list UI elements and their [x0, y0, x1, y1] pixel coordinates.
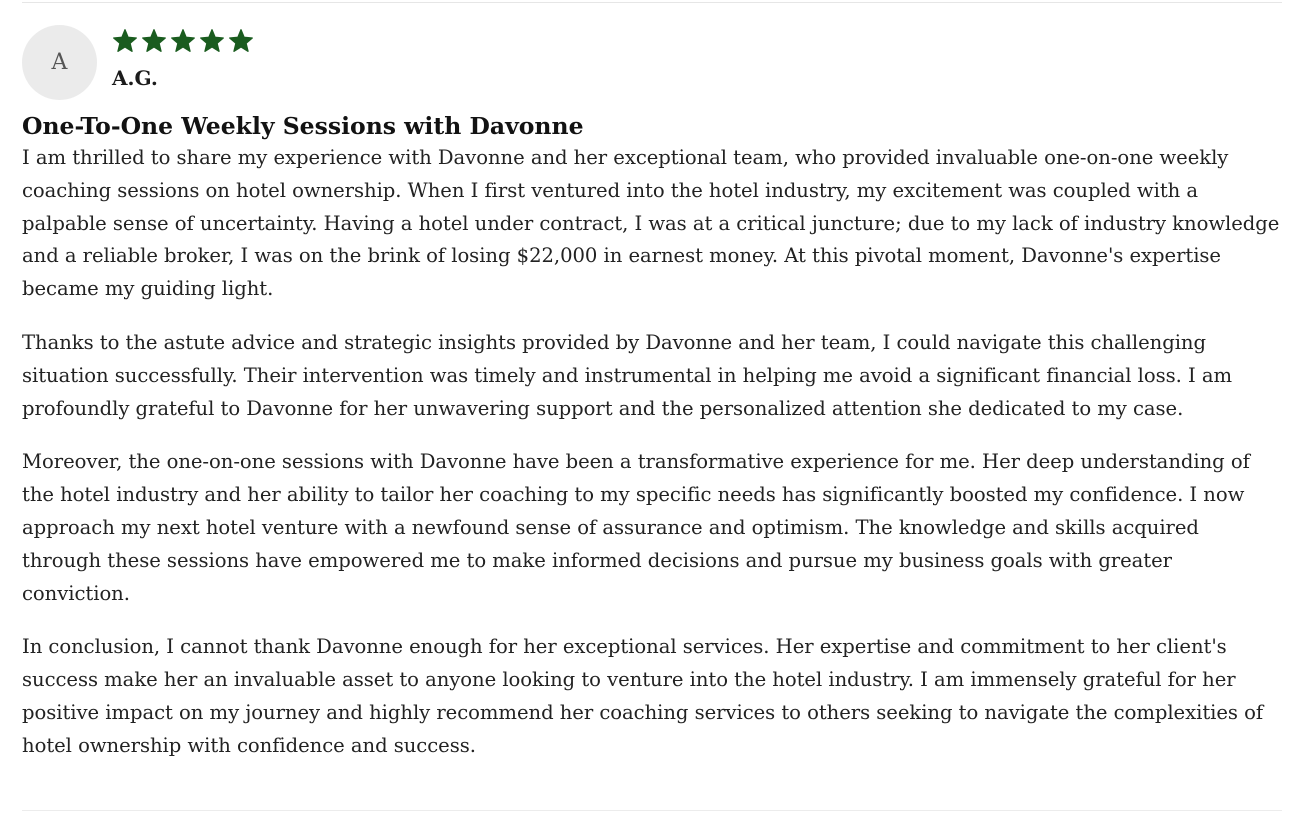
- review-paragraph: Moreover, the one-on-one sessions with Davonne have been a transformative experience for me. Her deep understanding of the hotel industry and her ability to tailor her coaching to my specific needs has significantly boosted my confidence. I now approach my next hotel venture with a newfound sense of assurance and optimism. The knowledge and skills acquired through these sessions have empowered me to make informed decisions and pursue my business goals with greater conviction.: [22, 450, 1250, 605]
- star-icon: [228, 28, 254, 56]
- review-paragraph: Thanks to the astute advice and strategic insights provided by Davonne and her team, I could navigate this challenging situation successfully. Their intervention was timely and instrumental in helping me avoid a significant financial loss. I am profoundly grateful to Davonne for her unwavering support and the personalized attention she dedicated to my case.: [22, 330, 1233, 420]
- star-rating: [112, 28, 254, 56]
- review-card: [22, 25, 1284, 763]
- reviewer-name: A.G.: [112, 66, 158, 90]
- review-paragraph: In conclusion, I cannot thank Davonne enough for her exceptional services. Her expertise and commitment to her client's success make her an invaluable asset to anyone looking to venture into the hotel industry. I am immensely grateful for her positive impact on my journey and highly recommend her coaching services to others seeking to navigate the complexities of hotel ownership with confidence and success.: [22, 635, 1264, 757]
- avatar: A: [22, 25, 97, 100]
- star-icon: [141, 28, 167, 56]
- bottom-divider: [22, 810, 1282, 811]
- top-divider: [22, 2, 1282, 3]
- review-meta: [112, 25, 254, 90]
- review-paragraph: I am thrilled to share my experience with Davonne and her exceptional team, who provided invaluable one-on-one weekly coaching sessions on hotel ownership. When I first ventured into the hotel industry, my excitement was coupled with a palpable sense of uncertainty. Having a hotel under contract, I was at a critical juncture; due to my lack of industry knowledge and a reliable broker, I was on the brink of losing $22,000 in earnest money. At this pivotal moment, Davonne's expertise became my guiding light.: [22, 146, 1280, 301]
- review-header: [22, 25, 1284, 101]
- star-icon: [112, 28, 138, 56]
- review-title: One-To-One Weekly Sessions with Davonne: [22, 112, 584, 140]
- star-icon: [199, 28, 225, 56]
- star-icon: [170, 28, 196, 56]
